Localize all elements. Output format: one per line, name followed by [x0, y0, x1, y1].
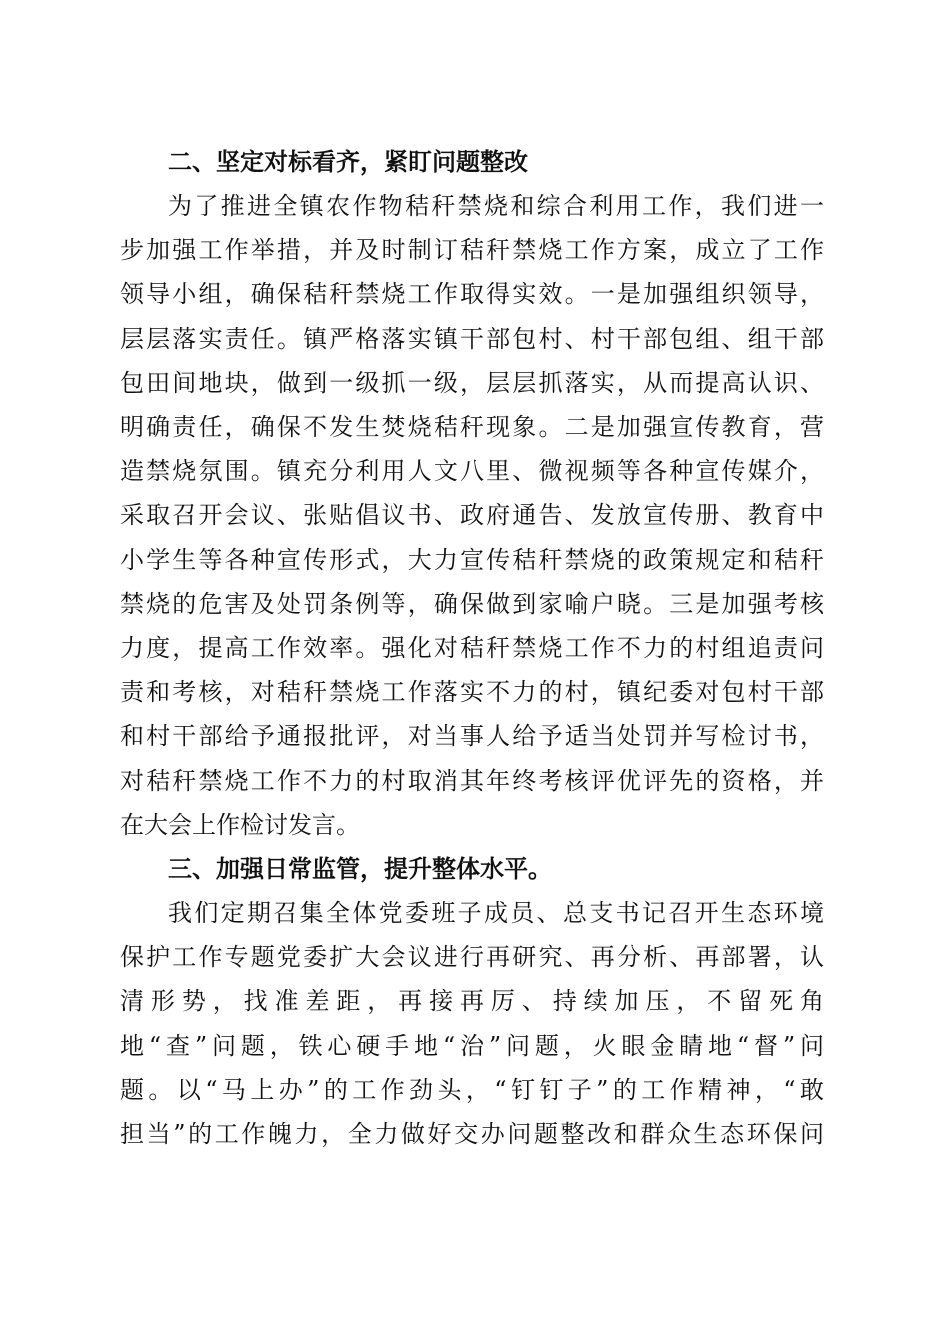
paragraph-line: 对秸秆禁烧工作不力的村取消其年终考核评优评先的资格，并 — [120, 766, 824, 795]
paragraph-line: 包田间地块，做到一级抓一级，层层抓落实，从而提高认识、 — [120, 368, 824, 397]
paragraph-line: 和村干部给予通报批评，对当事人给予适当处罚并写检讨书， — [120, 722, 824, 751]
section-3-paragraph — [120, 891, 824, 1156]
paragraph-line: 我们定期召集全体党委班子成员、总支书记召开生态环境 — [168, 899, 824, 928]
paragraph-line: 采取召开会议、张贴倡议书、政府通告、发放宣传册、教育中 — [120, 501, 824, 530]
paragraph-line: 责和考核，对秸秆禁烧工作落实不力的村，镇纪委对包村干部 — [120, 678, 824, 707]
paragraph-line: 小学生等各种宣传形式，大力宣传秸秆禁烧的政策规定和秸秆 — [120, 545, 824, 574]
paragraph-line: 禁烧的危害及处罚条例等，确保做到家喻户晓。三是加强考核 — [120, 589, 824, 618]
section-2-heading: 二、坚定对标看齐，紧盯问题整改 — [168, 148, 528, 176]
section-3-heading: 三、加强日常监管，提升整体水平。 — [168, 855, 552, 884]
paragraph-line: 地“查”问题，铁心硬手地“治”问题，火眼金睛地“督”问 — [120, 1031, 824, 1060]
section-2-paragraph — [120, 184, 824, 847]
document-body — [120, 140, 824, 1156]
paragraph-line: 步加强工作举措，并及时制订秸秆禁烧工作方案，成立了工作 — [120, 236, 824, 265]
paragraph-line: 领导小组，确保秸秆禁烧工作取得实效。一是加强组织领导， — [120, 280, 824, 309]
paragraph-line: 保护工作专题党委扩大会议进行再研究、再分析、再部署，认 — [120, 943, 824, 972]
paragraph-line: 题。以“马上办”的工作劲头，“钉钉子”的工作精神，“敢 — [120, 1075, 824, 1104]
paragraph-line: 力度，提高工作效率。强化对秸秆禁烧工作不力的村组追责问 — [120, 634, 824, 663]
paragraph-line: 造禁烧氛围。镇充分利用人文八里、微视频等各种宣传媒介， — [120, 457, 824, 486]
paragraph-line: 层层落实责任。镇严格落实镇干部包村、村干部包组、组干部 — [120, 324, 824, 353]
paragraph-line: 为了推进全镇农作物秸秆禁烧和综合利用工作，我们进一 — [168, 192, 824, 220]
paragraph-line: 清形势，找准差距，再接再厉、持续加压，不留死角 — [120, 987, 824, 1016]
paragraph-line: 明确责任，确保不发生焚烧秸秆现象。二是加强宣传教育，营 — [120, 413, 824, 442]
paragraph-line: 在大会上作检讨发言。 — [120, 810, 360, 839]
paragraph-line: 担当”的工作魄力，全力做好交办问题整改和群众生态环保问 — [120, 1120, 824, 1149]
